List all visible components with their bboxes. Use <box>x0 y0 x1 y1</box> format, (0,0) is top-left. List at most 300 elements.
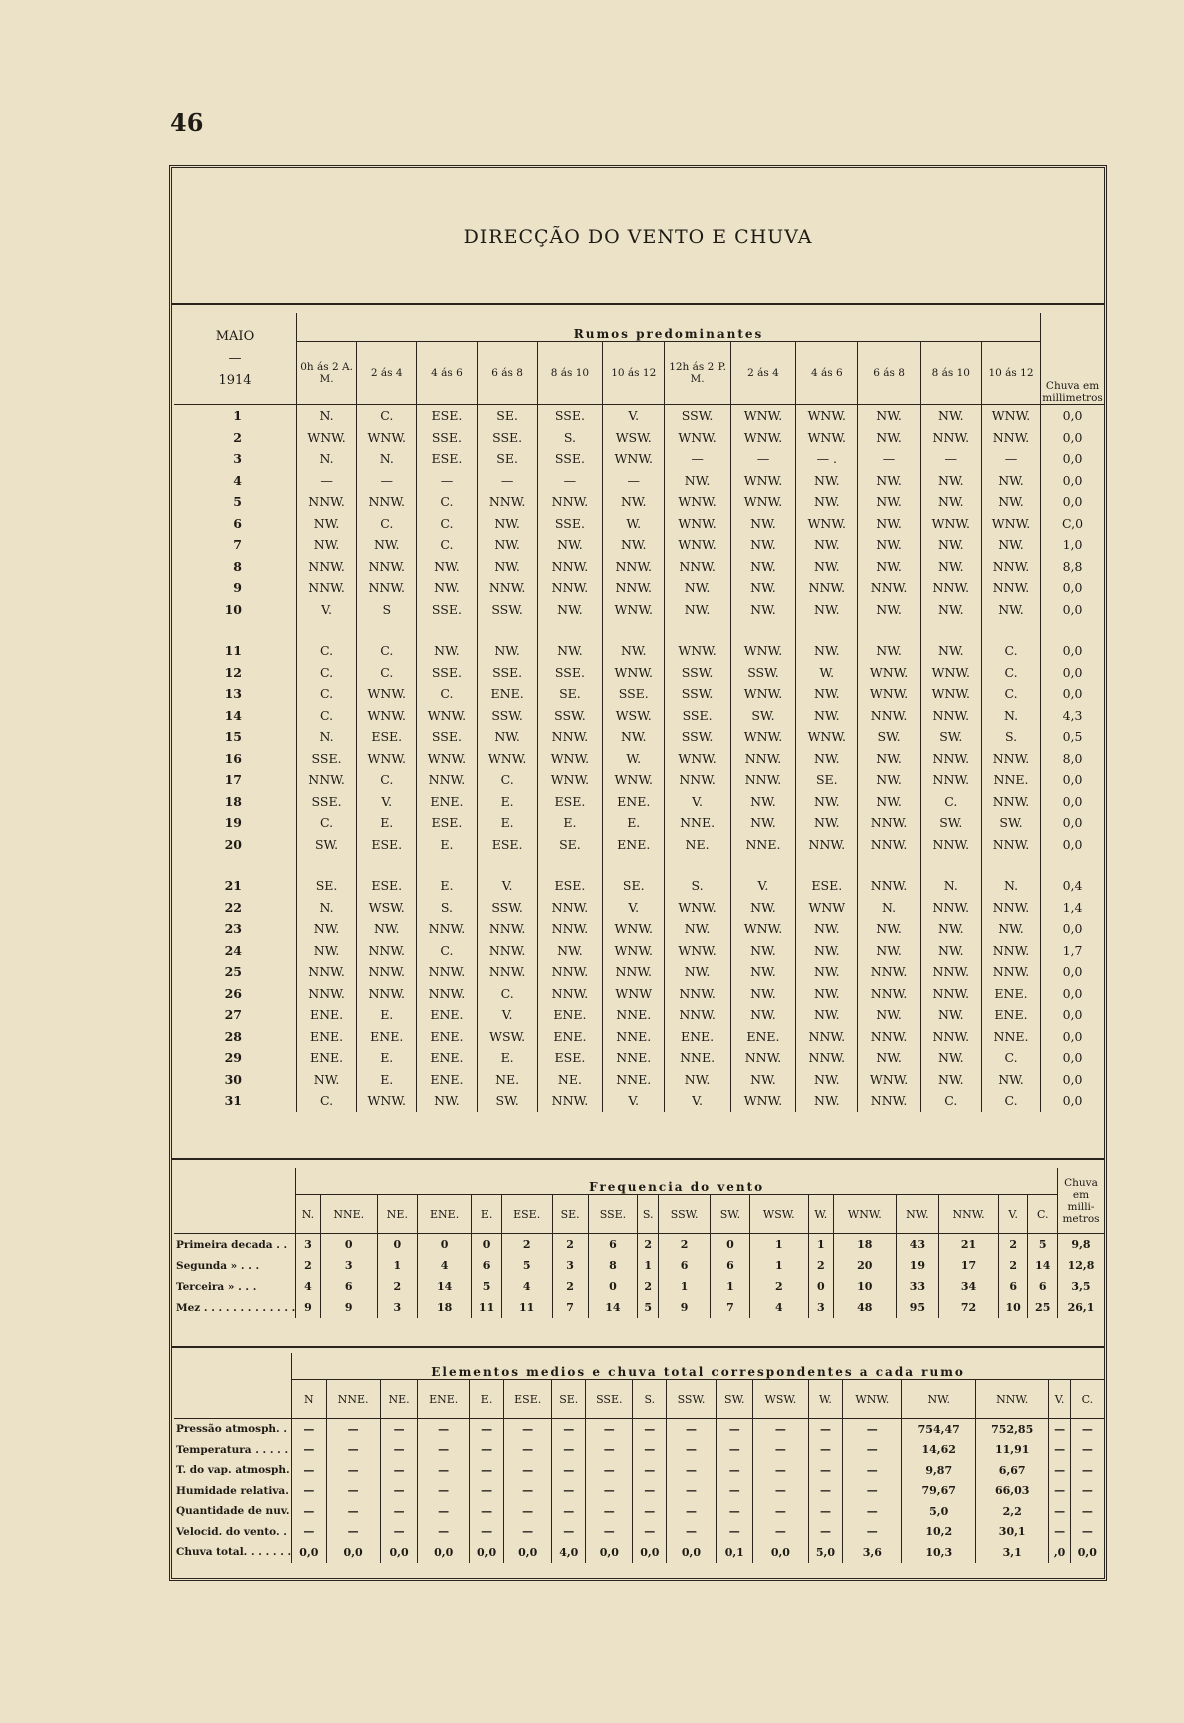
wind-direction-cell: NNW. <box>537 897 602 919</box>
table-row <box>174 640 1104 662</box>
direction-header: ENE. <box>418 1380 469 1419</box>
table-row <box>174 791 1104 813</box>
wind-direction-cell: WNW. <box>357 705 417 727</box>
wind-direction-cell: NNW. <box>981 556 1040 578</box>
wind-direction-cell: NW. <box>858 918 920 940</box>
direction-header: E. <box>469 1380 503 1419</box>
wind-direction-cell: NNW. <box>296 769 356 791</box>
element-cell: — <box>1049 1522 1070 1543</box>
element-cell: — <box>753 1501 809 1522</box>
row-label: Primeira decada . . <box>176 1238 288 1251</box>
rainfall-cell: 0,0 <box>1041 1026 1104 1048</box>
element-cell: — <box>326 1522 380 1543</box>
decade-gap <box>174 855 1104 875</box>
table-frame <box>169 165 1107 1581</box>
wind-direction-cell: WNW. <box>357 748 417 770</box>
table-row <box>174 918 1104 940</box>
frequency-cell: 9 <box>659 1297 711 1318</box>
element-cell: — <box>586 1522 633 1543</box>
frequency-cell: 1 <box>659 1276 711 1297</box>
wind-direction-cell: NW. <box>730 791 795 813</box>
divider <box>172 1346 1104 1348</box>
wind-direction-cell: NW. <box>477 534 537 556</box>
wind-direction-cell: C. <box>357 662 417 684</box>
wind-direction-cell: NNW. <box>920 748 981 770</box>
wind-direction-cell: WNW. <box>796 513 858 535</box>
element-cell: — <box>504 1440 552 1461</box>
row-label: Velocid. do vento. . <box>176 1525 287 1538</box>
wind-direction-cell: NW. <box>796 1069 858 1091</box>
element-cell: — <box>469 1501 503 1522</box>
wind-direction-cell: NE. <box>665 834 730 856</box>
element-cell: — <box>1049 1460 1070 1481</box>
wind-direction-cell: NNE. <box>981 1026 1040 1048</box>
wind-direction-cell: E. <box>603 812 665 834</box>
wind-direction-cell: WNW. <box>730 427 795 449</box>
wind-direction-cell: NNE. <box>981 769 1040 791</box>
table-row <box>174 1542 1104 1563</box>
wind-direction-cell: WNW. <box>603 599 665 621</box>
gap-cell <box>537 855 602 875</box>
wind-direction-cell: SSE. <box>417 726 477 748</box>
element-cell: 0,0 <box>633 1542 667 1563</box>
element-cell: 0,0 <box>586 1542 633 1563</box>
wind-direction-cell: SSE. <box>537 513 602 535</box>
wind-frequency-table <box>174 1168 1104 1318</box>
wind-direction-cell: NW. <box>665 577 730 599</box>
frequency-cell: 2 <box>638 1276 659 1297</box>
wind-direction-cell: ESE. <box>417 812 477 834</box>
frequency-cell: 3 <box>377 1297 417 1318</box>
wind-direction-cell: NNW. <box>920 983 981 1005</box>
wind-direction-cell: ENE. <box>665 1026 730 1048</box>
wind-direction-cell: ENE. <box>357 1026 417 1048</box>
wind-direction-cell: NW. <box>665 1069 730 1091</box>
wind-direction-cell: NW. <box>665 599 730 621</box>
wind-direction-cell: C. <box>296 683 356 705</box>
wind-direction-cell: NNW. <box>665 556 730 578</box>
wind-direction-cell: NW. <box>858 640 920 662</box>
gap-cell <box>357 855 417 875</box>
wind-direction-cell: NW. <box>603 534 665 556</box>
wind-direction-cell: WNW. <box>665 513 730 535</box>
wind-direction-cell: NNE. <box>730 834 795 856</box>
wind-direction-cell: ESE. <box>477 834 537 856</box>
gap-cell <box>174 620 296 640</box>
wind-direction-cell: NNW. <box>796 1047 858 1069</box>
wind-direction-cell: NW. <box>537 599 602 621</box>
element-cell: — <box>418 1522 469 1543</box>
frequency-cell: 6 <box>659 1255 711 1276</box>
gap-cell <box>665 855 730 875</box>
frequency-cell: 95 <box>896 1297 938 1318</box>
element-cell: — <box>418 1419 469 1440</box>
wind-direction-cell: NW. <box>603 640 665 662</box>
wind-direction-cell: NW. <box>730 513 795 535</box>
element-cell: — <box>808 1460 842 1481</box>
wind-direction-cell: SSE. <box>603 683 665 705</box>
day-number: 27 <box>224 1007 242 1023</box>
wind-direction-cell: ENE. <box>730 1026 795 1048</box>
wind-direction-cell: NW. <box>981 599 1040 621</box>
wind-direction-cell: C. <box>296 640 356 662</box>
table-row <box>174 705 1104 727</box>
gap-cell <box>417 620 477 640</box>
element-cell: — <box>716 1501 753 1522</box>
wind-direction-cell: E. <box>357 1004 417 1026</box>
wind-direction-cell: NNW. <box>537 577 602 599</box>
wind-direction-cell: SSW. <box>477 897 537 919</box>
element-cell: 3,1 <box>975 1542 1048 1563</box>
wind-direction-cell: SSW. <box>477 599 537 621</box>
wind-direction-cell: SW. <box>920 726 981 748</box>
element-cell: — <box>808 1419 842 1440</box>
day-number: 26 <box>224 985 242 1001</box>
table-row <box>174 1069 1104 1091</box>
element-cell: — <box>667 1419 716 1440</box>
time-col-header: 8 ás 10 <box>537 342 602 405</box>
wind-direction-cell: SE. <box>537 683 602 705</box>
wind-direction-cell: WNW. <box>730 640 795 662</box>
direction-header: WSW. <box>749 1195 808 1234</box>
frequency-cell: 18 <box>833 1234 896 1256</box>
row-label: Temperatura . . . . . <box>176 1443 289 1456</box>
wind-direction-cell: C. <box>417 940 477 962</box>
wind-direction-cell: NW. <box>796 940 858 962</box>
wind-direction-cell: SE. <box>477 448 537 470</box>
table-row <box>174 1255 1104 1276</box>
rainfall-cell: 0,0 <box>1041 769 1104 791</box>
frequency-cell: 0 <box>588 1276 637 1297</box>
wind-direction-cell: NW. <box>357 918 417 940</box>
element-cell: 0,0 <box>1070 1542 1104 1563</box>
table-row <box>174 875 1104 897</box>
frequency-cell: 10 <box>833 1276 896 1297</box>
wind-direction-cell: NW. <box>730 556 795 578</box>
direction-header: SW. <box>716 1380 753 1419</box>
wind-direction-cell: NW. <box>665 918 730 940</box>
wind-direction-cell: SSE. <box>537 662 602 684</box>
wind-direction-cell: SSW. <box>665 405 730 427</box>
direction-header: WNW. <box>833 1195 896 1234</box>
wind-direction-cell: C. <box>981 683 1040 705</box>
frequency-cell: 2 <box>552 1234 588 1256</box>
frequency-cell: 1 <box>749 1234 808 1256</box>
wind-direction-cell: WSW. <box>477 1026 537 1048</box>
wind-direction-cell: NW. <box>920 491 981 513</box>
day-number: 1 <box>233 408 242 424</box>
wind-direction-cell: NNW. <box>796 834 858 856</box>
wind-direction-cell: — <box>920 448 981 470</box>
wind-direction-cell: C. <box>417 683 477 705</box>
day-number: 30 <box>224 1071 242 1087</box>
frequency-cell: 6 <box>472 1255 501 1276</box>
wind-direction-cell: NW. <box>730 940 795 962</box>
wind-direction-cell: NNW. <box>981 940 1040 962</box>
element-cell: — <box>380 1460 418 1481</box>
day-number: 11 <box>224 643 242 659</box>
wind-direction-cell: NNW. <box>858 983 920 1005</box>
gap-cell <box>537 620 602 640</box>
wind-direction-cell: ENE. <box>417 1047 477 1069</box>
wind-direction-cell: NNW. <box>357 491 417 513</box>
wind-direction-cell: ESE. <box>537 1047 602 1069</box>
wind-direction-cell: NW. <box>796 812 858 834</box>
wind-direction-cell: NW. <box>796 599 858 621</box>
rainfall-cell: 0,0 <box>1041 983 1104 1005</box>
direction-header: ENE. <box>417 1195 471 1234</box>
rainfall-cell: 0,0 <box>1041 918 1104 940</box>
element-cell: — <box>667 1481 716 1502</box>
wind-direction-cell: SSW. <box>477 705 537 727</box>
wind-direction-cell: NNW. <box>296 983 356 1005</box>
element-cell: — <box>808 1440 842 1461</box>
wind-direction-cell: NNW. <box>981 897 1040 919</box>
rumos-header: Rumos predominantes <box>296 313 1040 342</box>
element-cell: — <box>504 1522 552 1543</box>
rainfall-cell: 0,0 <box>1041 448 1104 470</box>
day-number: 17 <box>224 772 242 788</box>
wind-direction-cell: ENE. <box>537 1026 602 1048</box>
wind-direction-cell: WNW. <box>603 940 665 962</box>
wind-direction-cell: WNW. <box>665 427 730 449</box>
wind-direction-cell: NNW. <box>981 961 1040 983</box>
table-row <box>174 1522 1104 1543</box>
wind-direction-cell: NW. <box>603 491 665 513</box>
wind-direction-cell: ENE. <box>417 1026 477 1048</box>
wind-direction-cell: ESE. <box>537 875 602 897</box>
wind-direction-cell: E. <box>477 1047 537 1069</box>
wind-direction-cell: NW. <box>296 918 356 940</box>
rainfall-cell: 0,4 <box>1041 875 1104 897</box>
element-cell: — <box>1049 1501 1070 1522</box>
day-number: 13 <box>224 686 242 702</box>
rainfall-cell: 0,0 <box>1041 640 1104 662</box>
wind-direction-cell: ENE. <box>417 791 477 813</box>
wind-direction-cell: NNW. <box>477 940 537 962</box>
wind-direction-cell: C. <box>417 513 477 535</box>
wind-direction-cell: SSE. <box>477 427 537 449</box>
wind-direction-cell: ESE. <box>357 834 417 856</box>
frequency-cell: 1 <box>749 1255 808 1276</box>
frequency-cell: 4 <box>749 1297 808 1318</box>
element-cell: — <box>586 1440 633 1461</box>
wind-direction-cell: NNW. <box>920 897 981 919</box>
element-cell: — <box>380 1440 418 1461</box>
element-cell: — <box>843 1522 902 1543</box>
element-cell: 754,47 <box>902 1419 975 1440</box>
wind-direction-cell: ENE. <box>417 1069 477 1091</box>
wind-direction-cell: SE. <box>603 875 665 897</box>
wind-direction-cell: NNW. <box>920 834 981 856</box>
wind-direction-cell: C. <box>296 662 356 684</box>
wind-direction-cell: NW. <box>858 513 920 535</box>
wind-direction-cell: ESE. <box>417 405 477 427</box>
wind-direction-cell: WNW. <box>920 683 981 705</box>
decade-gap <box>174 620 1104 640</box>
wind-direction-cell: — <box>357 470 417 492</box>
wind-direction-cell: C. <box>920 791 981 813</box>
wind-direction-cell: NW. <box>920 405 981 427</box>
element-cell: 0,0 <box>753 1542 809 1563</box>
wind-direction-cell: NE. <box>477 1069 537 1091</box>
wind-direction-cell: NW. <box>920 534 981 556</box>
wind-direction-cell: NNW. <box>730 748 795 770</box>
wind-direction-cell: NNW. <box>858 705 920 727</box>
direction-header: W. <box>808 1195 833 1234</box>
wind-direction-cell: NW. <box>477 640 537 662</box>
wind-direction-cell: NW. <box>796 640 858 662</box>
element-cell: — <box>418 1440 469 1461</box>
wind-direction-cell: WNW. <box>665 491 730 513</box>
wind-direction-cell: S. <box>981 726 1040 748</box>
frequency-cell: 2 <box>552 1276 588 1297</box>
frequency-cell: 20 <box>833 1255 896 1276</box>
wind-direction-cell: V. <box>296 599 356 621</box>
wind-direction-cell: NNW. <box>417 918 477 940</box>
wind-direction-cell: SSE. <box>665 705 730 727</box>
frequency-cell: 3 <box>296 1234 320 1256</box>
wind-direction-cell: NW. <box>858 940 920 962</box>
element-cell: 9,87 <box>902 1460 975 1481</box>
wind-direction-cell: NNW. <box>858 812 920 834</box>
day-number: 25 <box>224 964 242 980</box>
wind-direction-cell: S. <box>665 875 730 897</box>
element-cell: — <box>667 1460 716 1481</box>
wind-direction-cell: WNW. <box>417 748 477 770</box>
direction-header: SW. <box>711 1195 750 1234</box>
wind-direction-cell: C. <box>477 983 537 1005</box>
wind-direction-cell: SSW. <box>537 705 602 727</box>
wind-direction-cell: NNW. <box>537 918 602 940</box>
wind-direction-cell: NNW. <box>537 1090 602 1112</box>
gap-cell <box>920 620 981 640</box>
frequency-cell: 6 <box>1028 1276 1058 1297</box>
element-cell: — <box>326 1481 380 1502</box>
frequency-cell: 11 <box>501 1297 552 1318</box>
wind-direction-cell: E. <box>537 812 602 834</box>
frequency-cell: 9 <box>296 1297 320 1318</box>
wind-direction-cell: SSE. <box>296 791 356 813</box>
element-cell: — <box>1070 1460 1104 1481</box>
element-cell: — <box>633 1522 667 1543</box>
wind-direction-cell: ENE. <box>296 1004 356 1026</box>
time-col-header: 6 ás 8 <box>477 342 537 405</box>
wind-direction-cell: NNW. <box>920 1026 981 1048</box>
direction-header: S. <box>638 1195 659 1234</box>
wind-direction-cell: NNW. <box>920 577 981 599</box>
row-label: Mez . . . . . . . . . . . . . <box>176 1301 296 1314</box>
elements-title: Elementos medios e chuva total correspondentes a cada rumo <box>292 1353 1104 1380</box>
rainfall-cell: 0,0 <box>1041 1069 1104 1091</box>
direction-header: ESE. <box>501 1195 552 1234</box>
wind-direction-cell: NNW. <box>296 577 356 599</box>
direction-header: NE. <box>380 1380 418 1419</box>
wind-direction-cell: SSE. <box>537 405 602 427</box>
element-cell: — <box>633 1419 667 1440</box>
direction-header: N. <box>296 1195 320 1234</box>
table-row <box>174 1501 1104 1522</box>
wind-direction-table <box>174 313 1104 1112</box>
wind-direction-cell: WNW. <box>603 448 665 470</box>
table-row <box>174 940 1104 962</box>
direction-header: SSE. <box>586 1380 633 1419</box>
rainfall-cell: 9,8 <box>1058 1234 1105 1256</box>
rainfall-cell: 0,0 <box>1041 662 1104 684</box>
gap-cell <box>730 855 795 875</box>
wind-direction-cell: NW. <box>920 640 981 662</box>
wind-direction-cell: C. <box>981 662 1040 684</box>
direction-header: WNW. <box>843 1380 902 1419</box>
rainfall-cell: 0,0 <box>1041 683 1104 705</box>
direction-header: SE. <box>552 1380 586 1419</box>
wind-direction-cell: NW. <box>796 961 858 983</box>
table-row <box>174 1440 1104 1461</box>
wind-direction-cell: C. <box>357 513 417 535</box>
wind-direction-cell: C. <box>417 534 477 556</box>
wind-direction-cell: — <box>981 448 1040 470</box>
rainfall-cell: 0,0 <box>1041 1004 1104 1026</box>
table-row <box>174 1026 1104 1048</box>
wind-direction-cell: NW. <box>296 1069 356 1091</box>
wind-direction-cell: SW. <box>858 726 920 748</box>
frequency-cell: 43 <box>896 1234 938 1256</box>
frequency-cell: 2 <box>296 1255 320 1276</box>
wind-direction-cell: WNW. <box>730 470 795 492</box>
wind-direction-cell: NW. <box>665 470 730 492</box>
table-row <box>174 470 1104 492</box>
wind-direction-cell: NNE. <box>665 812 730 834</box>
time-col-header: 12h ás 2 P. M. <box>665 342 730 405</box>
wind-direction-cell: NW. <box>730 1004 795 1026</box>
wind-direction-cell: NNW. <box>477 961 537 983</box>
wind-direction-cell: NW. <box>296 513 356 535</box>
wind-direction-cell: NW. <box>981 534 1040 556</box>
frequency-cell: 2 <box>659 1234 711 1256</box>
wind-direction-cell: SSW. <box>665 683 730 705</box>
element-cell: — <box>469 1419 503 1440</box>
wind-direction-cell: WSW. <box>357 897 417 919</box>
element-cell: — <box>667 1522 716 1543</box>
wind-direction-cell: ENE. <box>417 1004 477 1026</box>
wind-direction-cell: NNE. <box>603 1069 665 1091</box>
wind-direction-cell: NW. <box>417 640 477 662</box>
wind-direction-cell: V. <box>357 791 417 813</box>
table-row <box>174 534 1104 556</box>
wind-direction-cell: NNW. <box>357 577 417 599</box>
element-cell: — <box>843 1419 902 1440</box>
wind-direction-cell: C. <box>296 812 356 834</box>
table-row <box>174 812 1104 834</box>
wind-direction-cell: SSW. <box>665 662 730 684</box>
element-cell: — <box>292 1440 326 1461</box>
frequency-cell: 8 <box>588 1255 637 1276</box>
element-cell: 10,2 <box>902 1522 975 1543</box>
wind-direction-cell: C. <box>357 405 417 427</box>
wind-direction-cell: SSE. <box>296 748 356 770</box>
table-row <box>174 1276 1104 1297</box>
gap-cell <box>417 855 477 875</box>
wind-direction-cell: NW. <box>296 534 356 556</box>
wind-direction-cell: SE. <box>796 769 858 791</box>
wind-direction-cell: WNW. <box>796 726 858 748</box>
wind-direction-cell: NW. <box>858 1004 920 1026</box>
direction-header: V. <box>998 1195 1027 1234</box>
wind-direction-cell: NNW. <box>730 769 795 791</box>
day-number: 19 <box>224 815 242 831</box>
frequency-cell: 2 <box>998 1255 1027 1276</box>
frequency-cell: 0 <box>808 1276 833 1297</box>
